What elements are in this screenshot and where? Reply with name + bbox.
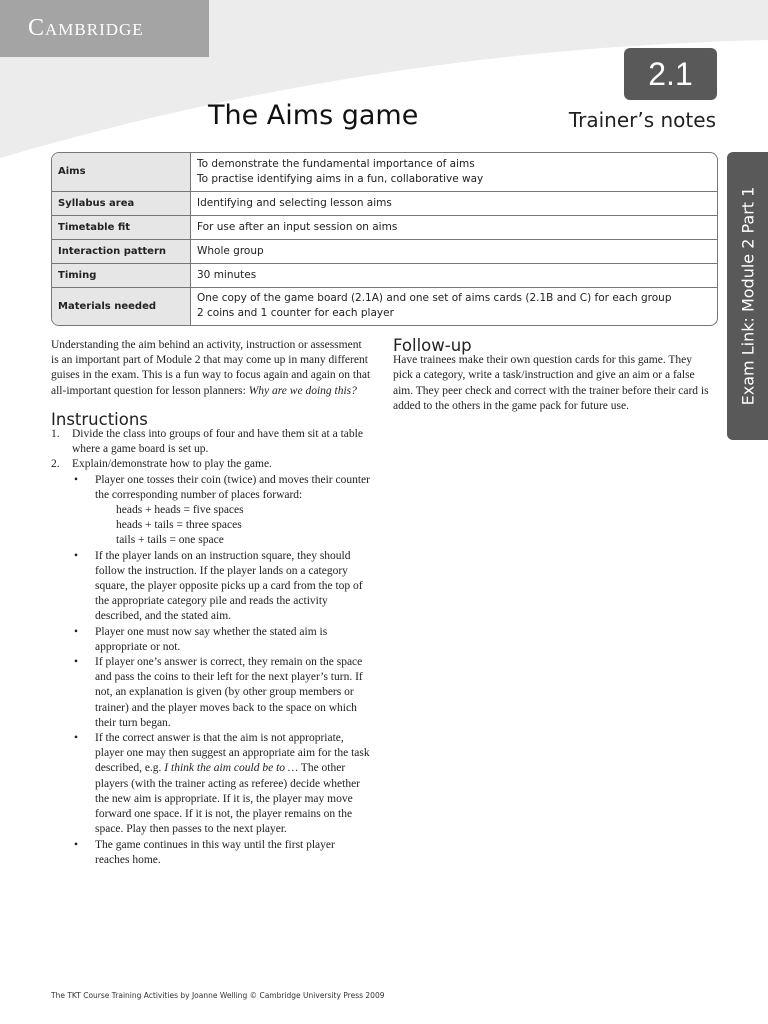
- info-row-aims: [52, 153, 717, 191]
- exam-link-label: Exam Link: Module 2 Part 1: [738, 186, 757, 406]
- coin-rule: heads + tails = three spaces: [116, 519, 242, 532]
- info-row-syllabus: [52, 191, 717, 215]
- info-value: For use after an input session on aims: [191, 215, 718, 239]
- info-value: To demonstrate the fundamental importance of aims To practise identifying aims in a fun, collaborative way: [191, 153, 718, 191]
- bullet-item: • If player one’s answer is correct, they remain on the space and pass the coins to their left for the next player’s turn. If not, an explanation is given (by other group members or trainer) and the player moves back to the space on which their turn began.: [74, 656, 363, 729]
- coin-rule: tails + tails = one space: [116, 534, 224, 547]
- rules-bullets: [72, 473, 371, 868]
- info-label: Timetable fit: [52, 215, 191, 239]
- exam-link-tab: [727, 152, 768, 440]
- cambridge-logo: [0, 0, 209, 57]
- instructions-list: [51, 427, 371, 868]
- bullet-item: • If the player lands on an instruction square, they should follow the instruction. If the player lands on a category square, the player opposite picks up a card from the top of the appropriate category pile and reads the activity described, and the stated aim.: [74, 549, 363, 623]
- followup-paragraph: Have trainees make their own question cards for this game. They pick a category, write a task/instruction and give an aim or a false aim. They peer check and correct with the trainer before their card is added to the others in the game pack for future use.: [393, 354, 709, 412]
- unit-number-badge: 2.1: [624, 48, 717, 100]
- followup-heading: Follow-up: [393, 336, 472, 355]
- info-label: Aims: [52, 153, 191, 191]
- info-value: Identifying and selecting lesson aims: [191, 191, 718, 215]
- list-item: 1. Divide the class into groups of four and have them sit at a table where a game board is set up.: [51, 428, 363, 456]
- bullet-item: • The game continues in this way until the first player reaches home.: [74, 838, 335, 866]
- intro-paragraph: Understanding the aim behind an activity, instruction or assessment is an important part of Module 2 that may come up in many different guises in the exam. This is a fun way to focus again and again on that all-important question for lesson planners: Why are we doing this?: [51, 339, 371, 397]
- right-column: [393, 338, 709, 414]
- info-row-interaction: [52, 239, 717, 263]
- info-label: Materials needed: [52, 287, 191, 325]
- bullet-item: • If the correct answer is that the aim is not appropriate, player one may then suggest an appropriate aim for the task described, e.g. I think the aim could be to … The other players (with the trainer acting as referee) decide whether the new aim is appropriate. If it is, the player may move forward one space. If it is not, the player remains on the space. Play then passes to the next player.: [74, 732, 370, 836]
- info-row-materials: [52, 287, 717, 325]
- page-title: The Aims game: [208, 100, 419, 131]
- info-value: One copy of the game board (2.1A) and one set of aims cards (2.1B and C) for each group 2 coins and 1 counter for each player: [197, 292, 672, 320]
- brand-name: Cambridge: [28, 15, 144, 41]
- list-item: 2. Explain/demonstrate how to play the game. • Player one tosses their coin (twice) and moves their counter the corresponding number of places forward: heads + heads = five spaces heads + tails = three spaces tails + tails = one space • If the player lands on an instruction square, they should follow the instruction. If the player lands on a category square, the player opposite picks up a card from the top of the appropriate category pile and reads the activity described, and the stated aim. • Player one must now say whether the stated aim is appropriate or not. • If player one’s answer is correct, they remain on the space and pass the coins to their left for the next player’s turn. If not, an explanation is given (by other group members or trainer) and the player moves back to the space on which their turn began. • If the correct answer is that the aim is not appropriate, player one may then suggest an appropriate aim for the task described, e.g. I think the aim could be to … The other players (with the trainer acting as referee) decide whether the new aim is appropriate. If it is, the player may move forward one space. If it is not, the player remains on the space. Play then passes to the next player. • The game continues in this way until the first player reaches home.: [51, 457, 371, 867]
- bullet-item: • Player one must now say whether the stated aim is appropriate or not.: [74, 625, 328, 653]
- intro-question: Why are we doing this?: [248, 384, 357, 397]
- info-label: Timing: [52, 263, 191, 287]
- page-footer: The TKT Course Training Activities by Joanne Welling © Cambridge University Press 2009: [51, 991, 385, 1000]
- info-table: [51, 152, 718, 326]
- left-column: [51, 338, 371, 868]
- coin-rule: heads + heads = five spaces: [116, 504, 244, 517]
- bullet-item: • Player one tosses their coin (twice) and moves their counter the corresponding number of places forward: heads + heads = five spaces heads + tails = three spaces tails + tails = one space: [72, 473, 371, 549]
- info-value: Whole group: [191, 239, 718, 263]
- instructions-heading: Instructions: [51, 409, 148, 429]
- info-label: Syllabus area: [52, 191, 191, 215]
- info-row-timetable: [52, 215, 717, 239]
- info-row-timing: [52, 263, 717, 287]
- info-label: Interaction pattern: [52, 239, 191, 263]
- info-value: 30 minutes: [191, 263, 718, 287]
- page-subtitle: Trainer’s notes: [568, 108, 716, 132]
